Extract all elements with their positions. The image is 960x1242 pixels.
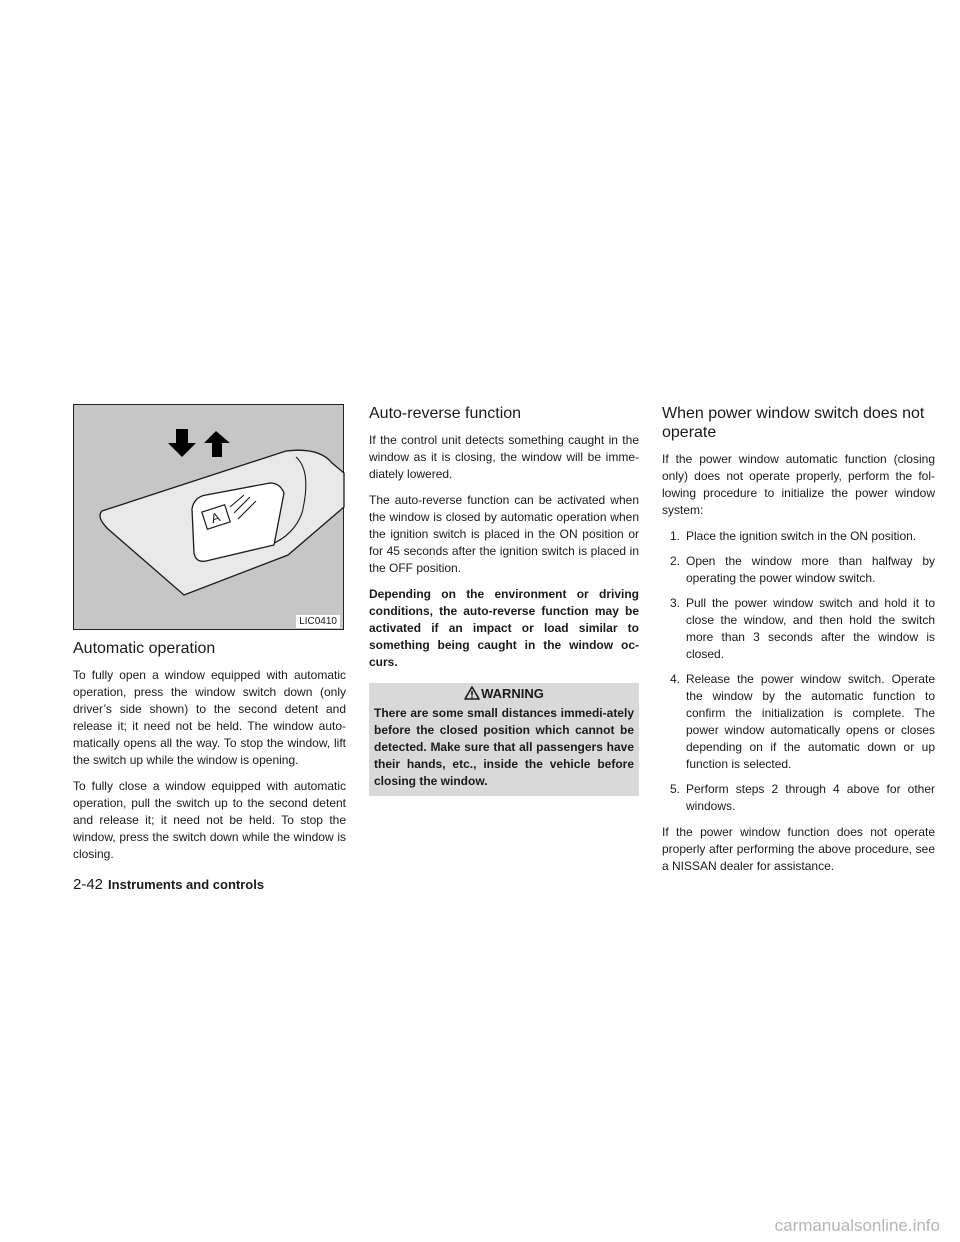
warning-title: WARNING	[481, 686, 544, 701]
warning-triangle-icon	[464, 686, 480, 700]
step-text: Open the window more than halfway by operating the power window switch.	[686, 554, 935, 585]
procedure-list	[662, 528, 935, 815]
step-number: 1.	[670, 529, 681, 543]
step-text: Perform steps 2 through 4 above for other windows.	[686, 782, 935, 813]
column-right	[662, 404, 935, 884]
arrow-down-icon	[168, 429, 196, 457]
step-text: Release the power window switch. Operate the window by the automatic function to confirm the initialization is complete. The power window automatically opens or closes depending on if the automatic down or up function is selected.	[686, 672, 935, 771]
figure-code: LIC0410	[296, 615, 340, 628]
list-item	[662, 553, 935, 587]
arrow-up-icon	[204, 431, 230, 457]
svg-text:A: A	[209, 509, 222, 527]
step-number: 4.	[670, 672, 681, 686]
warning-header	[374, 685, 634, 703]
page-footer	[73, 876, 264, 894]
window-switch-drawing	[74, 405, 345, 631]
column-left	[73, 404, 346, 872]
watermark: carmanualsonline.info	[774, 1216, 940, 1235]
step-text: Place the ignition switch in the ON position.	[686, 529, 917, 543]
page-number: 2-42	[73, 876, 104, 893]
heading-switch-not-operate: When power window switch does not operate	[662, 405, 925, 441]
paragraph: If the power window automatic function (closing only) does not operate properly, perform the fol-lowing procedure to initialize the power window system:	[662, 452, 935, 517]
list-item	[662, 781, 935, 815]
paragraph: To fully close a window equipped with automatic operation, pull the switch up to the second detent and release it; it need not be held. To stop the window, press the switch down while the window is closing.	[73, 779, 346, 861]
warning-box	[369, 683, 639, 796]
column-middle	[369, 404, 639, 796]
paragraph: If the control unit detects something caught in the window as it is closing, the window will be imme-diately lowered.	[369, 433, 639, 481]
heading-auto-reverse: Auto-reverse function	[369, 405, 522, 422]
heading-automatic-operation: Automatic operation	[73, 640, 216, 657]
list-item	[662, 528, 935, 545]
list-item	[662, 671, 935, 773]
warning-text: There are some small distances immedi-ately before the closed position which cannot be detected. Make sure that all passengers have their hands, etc., inside the vehicle before closing the window.	[374, 706, 634, 788]
paragraph-bold: Depending on the environment or driving conditions, the auto-reverse function may be activated if an impact or load similar to something being caught in the window oc-curs.	[369, 587, 639, 669]
step-number: 3.	[670, 596, 681, 610]
step-text: Pull the power window switch and hold it to close the window, and then hold the switch more than 3 seconds after the window is closed.	[686, 596, 935, 661]
paragraph: If the power window function does not operate properly after performing the above procedure, see a NISSAN dealer for assistance.	[662, 825, 935, 873]
paragraph: The auto-reverse function can be activated when the window is closed by automatic operation when the ignition switch is placed in the ON position or for 45 seconds after the ignition switch is placed in the OFF position.	[369, 493, 639, 575]
step-number: 5.	[670, 782, 681, 796]
paragraph: To fully open a window equipped with automatic operation, press the window switch down (only driver’s side shown) to the second detent and release it; it need not be held. The window auto-matically opens all the way. To stop the window, lift the switch up while the window is opening.	[73, 668, 346, 767]
window-switch-illustration	[73, 404, 344, 630]
section-title: Instruments and controls	[108, 877, 265, 892]
list-item	[662, 595, 935, 663]
step-number: 2.	[670, 554, 681, 568]
